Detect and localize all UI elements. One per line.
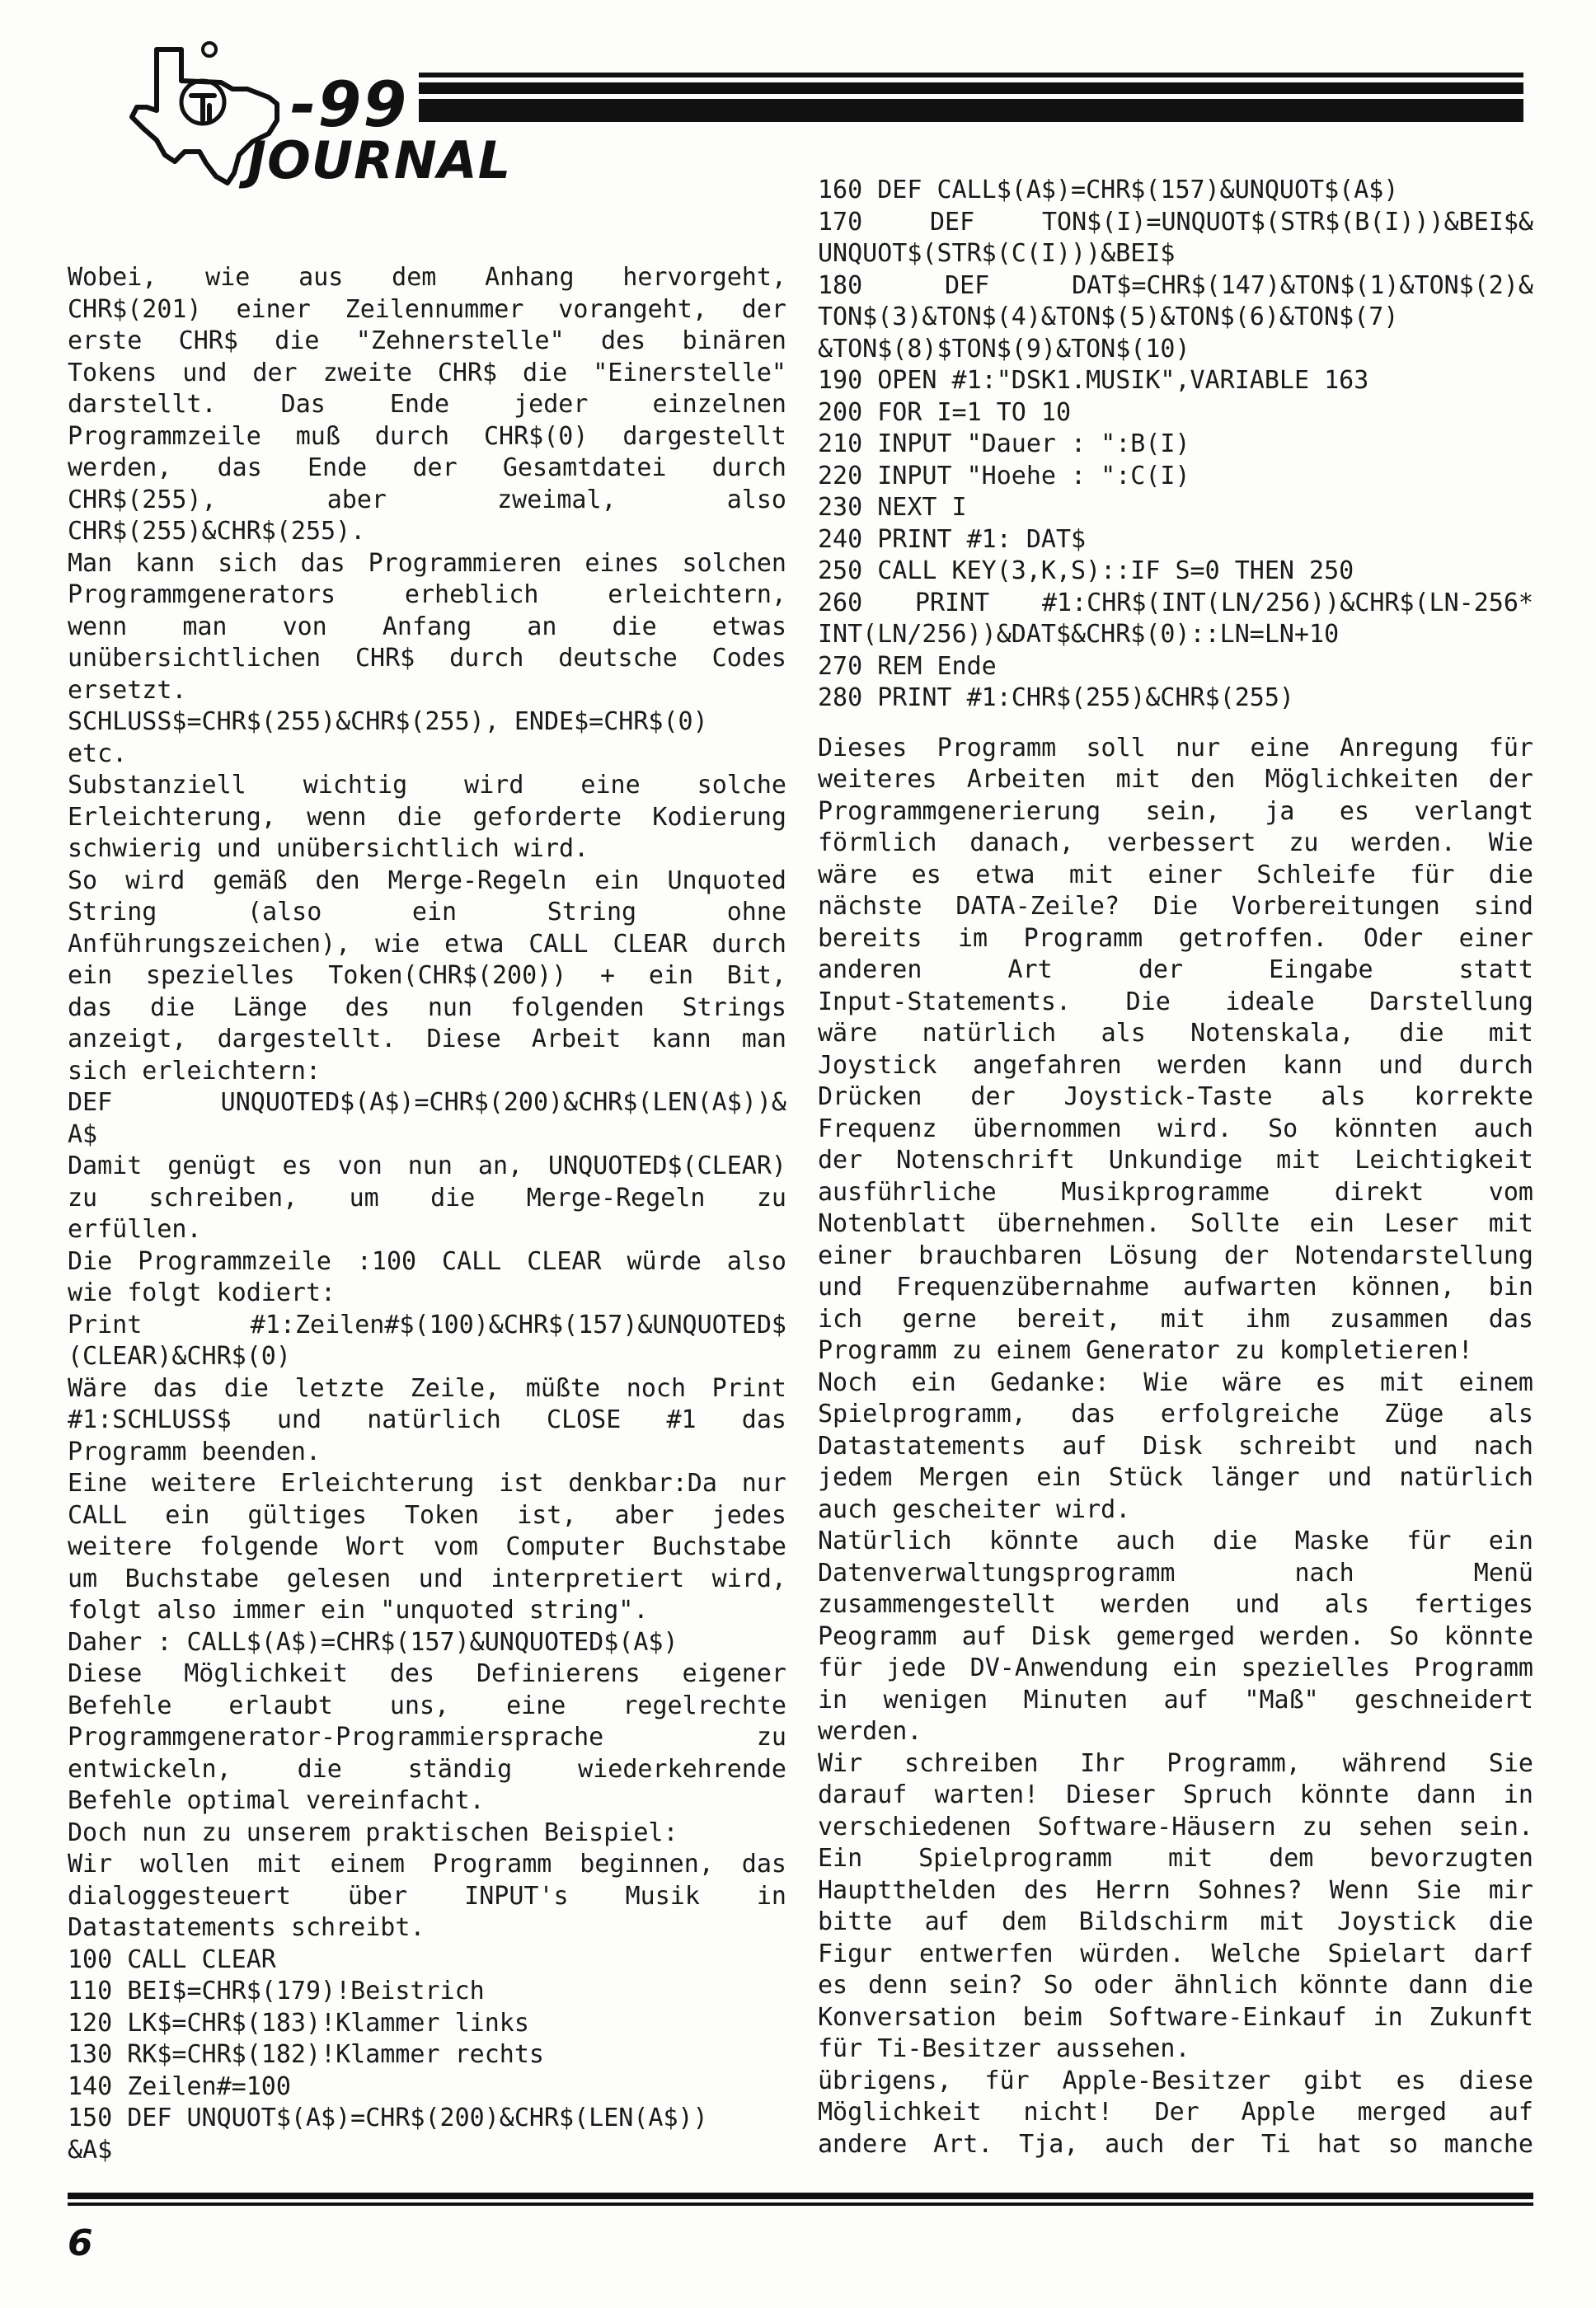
text-line: Diese Möglichkeit des Definierens eigener [68,1659,786,1688]
text-line: erste CHR$ die "Zehnerstelle" des binären [68,326,786,355]
text-line: CHR$(255), aber zweimal, also [68,485,786,514]
text-line: &TON$(8)$TON$(9)&TON$(10) [818,334,1190,364]
text-line: anzeigt, dargestellt. Diese Arbeit kann man [68,1025,786,1053]
text-line: Joystick angefahren werden kann und durch [818,1050,1533,1080]
text-line: Damit genügt es von nun an, UNQUOTED$(CLEAR) [68,1152,786,1180]
text-line: Drücken der Joystick-Taste als korrekte [818,1082,1533,1111]
text-line: Wobei, wie aus dem Anhang hervorgeht, [68,263,786,292]
text-line: Konversation beim Software-Einkauf in Zukunft [818,2002,1533,2032]
text-line: CHR$(201) einer Zeilennummer vorangeht, der [68,294,786,324]
text-line: verschiedenen Software-Häusern zu sehen sein. [818,1812,1533,1841]
text-line: Wir wollen mit einem Programm beginnen, das [68,1850,786,1879]
text-line: Programm beenden. [68,1437,322,1466]
text-line: erfüllen. [68,1215,202,1244]
text-line: anderen Art der Eingabe statt [818,955,1533,984]
program-listing [818,175,1533,715]
text-line: einer brauchbaren Lösung der Notendarstellung [818,1241,1533,1270]
text-line: folgt also immer ein "unquoted string". [68,1596,649,1625]
text-line: ein spezielles Token(CHR$(200)) + ein Bit, [68,961,786,990]
text-line: Doch nun zu unserem praktischen Beispiel: [68,1818,678,1847]
text-line: 270 REM Ende [818,651,997,681]
text-line: schwierig und unübersichtlich wird. [68,834,589,863]
text-line: Dieses Programm soll nur eine Anregung für [818,733,1533,762]
text-line: weitere folgende Wort vom Computer Buchstabe [68,1532,786,1561]
text-line: Programmzeile muß durch CHR$(0) dargestellt [68,421,786,451]
text-line: Ein Spielprogramm mit dem bevorzugten [818,1844,1533,1873]
text-line: INT(LN/256))&DAT$&CHR$(0)::LN=LN+10 [818,620,1340,649]
text-line: 280 PRINT #1:CHR$(255)&CHR$(255) [818,683,1294,712]
text-line: 150 DEF UNQUOT$(A$)=CHR$(200)&CHR$(LEN(A$)) [68,2104,708,2132]
text-line: Wir schreiben Ihr Programm, während Sie [818,1748,1533,1778]
text-line: Peogramm auf Disk gemerged werden. So könnte [818,1621,1533,1651]
text-line: Befehle erlaubt uns, eine regelrechte [68,1691,786,1720]
text-line: (CLEAR)&CHR$(0) [68,1342,291,1371]
text-line: CHR$(255)&CHR$(255). [68,517,366,546]
logo-word: JOURNAL [247,130,512,190]
text-line: wie folgt kodiert: [68,1278,336,1307]
text-line: #1:SCHLUSS$ und natürlich CLOSE #1 das [68,1405,786,1434]
text-line: 110 BEI$=CHR$(179)!Beistrich [68,1977,485,2005]
text-line: UNQUOT$(STR$(C(I)))&BEI$ [818,239,1176,268]
text-line: Datenverwaltungsprogramm nach Menü [818,1558,1533,1588]
text-line: 140 Zeilen#=100 [68,2071,291,2101]
text-line: Programm zu einem Generator zu kompletieren! [818,1336,1473,1365]
text-line: Befehle optimal vereinfacht. [68,1786,485,1815]
text-line: jedem Mergen ein Stück länger und natürlich [818,1463,1533,1492]
text-line: ausführliche Musikprogramme direkt vom [818,1177,1533,1207]
text-line: Spielprogramm, das erfolgreiche Züge als [818,1400,1533,1428]
text-line: 210 INPUT "Dauer : ":B(I) [818,429,1190,458]
text-line: Input-Statements. Die ideale Darstellung [818,987,1533,1016]
text-line: auch gescheiter wird. [818,1494,1131,1524]
text-line: etc. [68,739,128,768]
text-line: Natürlich könnte auch die Maske für ein [818,1527,1533,1555]
text-line: DEF UNQUOTED$(A$)=CHR$(200)&CHR$(LEN(A$))& [68,1088,786,1117]
text-line: zusammengestellt werden und als fertiges [818,1590,1533,1619]
text-line: Hauptthelden des Herrn Sohnes? Wenn Sie mir [818,1875,1533,1905]
text-line: String (also ein String ohne [68,898,786,926]
text-line: 100 CALL CLEAR [68,1944,276,1974]
text-line: Figur entwerfen würden. Welche Spielart darf [818,1939,1533,1968]
text-line: der Notenschrift Unkundige mit Leichtigkeit [818,1146,1533,1175]
text-line: 190 OPEN #1:"DSK1.MUSIK",VARIABLE 163 [818,366,1369,395]
text-line: Datastatements auf Disk schreibt und nach [818,1431,1533,1461]
header-rule [419,73,1523,122]
text-line: Datastatements schreibt. [68,1913,425,1942]
text-line: Frequenz übernommen wird. So könnten auch [818,1114,1533,1143]
text-line: das die Länge des nun folgenden Strings [68,992,786,1022]
text-line: wäre es etwa mit einer Schleife für die [818,860,1533,889]
text-line: 120 LK$=CHR$(183)!Klammer links [68,2008,529,2038]
text-line: werden, das Ende der Gesamtdatei durch [68,453,786,482]
text-line: nächste DATA-Zeile? Die Vorbereitungen sind [818,892,1533,921]
text-line: ersetzt. [68,675,187,705]
text-line: bereits im Programm getroffen. Oder einer [818,923,1533,953]
text-line: 220 INPUT "Hoehe : ":C(I) [818,461,1190,490]
text-line: So wird gemäß den Merge-Regeln ein Unquoted [68,866,786,895]
text-line: zu schreiben, um die Merge-Regeln zu [68,1183,786,1213]
text-line: darstellt. Das Ende jeder einzelnen [68,390,786,419]
text-line: 160 DEF CALL$(A$)=CHR$(157)&UNQUOT$(A$) [818,176,1399,204]
right-text-body [818,733,1533,2161]
text-line: dialoggesteuert über INPUT's Musik in [68,1881,786,1911]
text-line: 170 DEF TON$(I)=UNQUOT$(STR$(B(I)))&BEI$& [818,207,1533,237]
text-line: für Ti-Besitzer aussehen. [818,2034,1190,2063]
text-line: Erleichterung, wenn die geforderte Kodierung [68,802,786,832]
right-column [818,175,1533,2160]
text-line: Print #1:Zeilen#$(100)&CHR$(157)&UNQUOTED$ [68,1310,786,1339]
text-line: wenn man von Anfang an die etwas [68,612,786,641]
text-line: darauf warten! Dieser Spruch könnte dann in [818,1780,1533,1809]
text-line: Noch ein Gedanke: Wie wäre es mit einem [818,1367,1533,1397]
text-line: entwickeln, die ständig wiederkehrende [68,1754,786,1784]
text-line: 230 NEXT I [818,493,967,522]
text-line: weiteres Arbeiten mit den Möglichkeiten der [818,765,1533,794]
text-line: es denn sein? So oder ähnlich könnte dann die [818,1971,1533,2000]
text-line: Die Programmzeile :100 CALL CLEAR würde also [68,1246,786,1276]
text-line: sich erleichtern: [68,1056,322,1086]
text-line: 130 RK$=CHR$(182)!Klammer rechts [68,2040,544,2069]
text-line: 260 PRINT #1:CHR$(INT(LN/256))&CHR$(LN-256* [818,588,1533,617]
text-line: Wäre das die letzte Zeile, müßte noch Print [68,1373,786,1403]
text-line: A$ [68,1119,98,1149]
text-line: werden. [818,1717,922,1746]
text-line: unübersichtlichen CHR$ durch deutsche Codes [68,644,786,673]
text-line: SCHLUSS$=CHR$(255)&CHR$(255), ENDE$=CHR$(0) [68,707,708,736]
text-line: bitte auf dem Bildschirm mit Joystick die [818,1907,1533,1936]
text-line: für jede DV-Anwendung ein spezielles Programm [818,1654,1533,1682]
text-line: ich gerne bereit, mit ihm zusammen das [818,1304,1533,1334]
text-line: Programmgenerator-Programmiersprache zu [68,1723,786,1752]
text-line: förmlich danach, verbessert zu werden. Wie [818,828,1533,857]
text-line: in wenigen Minuten auf "Maß" geschneidert [818,1685,1533,1715]
text-line: andere Art. Tja, auch der Ti hat so manche [818,2129,1533,2159]
text-line: Notenblatt übernehmen. Sollte ein Leser mit [818,1209,1533,1238]
page-number: 6 [68,2222,93,2264]
text-line: Möglichkeit nicht! Der Apple merged auf [818,2098,1533,2127]
text-line: übrigens, für Apple-Besitzer gibt es diese [818,2066,1533,2095]
text-line: Substanziell wichtig wird eine solche [68,771,786,800]
text-line: und Frequenzübernahme aufwarten können, bin [818,1273,1533,1302]
text-line: Tokens und der zweite CHR$ die "Einerstelle" [68,358,786,387]
footer-rule [68,2193,1533,2209]
text-line: 200 FOR I=1 TO 10 [818,397,1072,427]
text-line: Anführungszeichen), wie etwa CALL CLEAR durch [68,929,786,959]
text-line: Programmgenerators erheblich erleichtern, [68,580,786,609]
text-line: Man kann sich das Programmieren eines solchen [68,548,786,578]
text-line: um Buchstabe gelesen und interpretiert wird, [68,1564,786,1593]
text-line: 180 DEF DAT$=CHR$(147)&TON$(1)&TON$(2)& [818,270,1533,300]
text-line: Eine weitere Erleichterung ist denkbar:Da nur [68,1469,786,1498]
ti99-journal-logo [124,31,512,196]
text-line: 240 PRINT #1: DAT$ [818,524,1087,554]
logo-number: -99 [290,68,409,141]
left-column [68,262,786,2166]
text-line: Daher : CALL$(A$)=CHR$(157)&UNQUOTED$(A$) [68,1627,678,1657]
text-line: TON$(3)&TON$(4)&TON$(5)&TON$(6)&TON$(7) [818,303,1399,331]
text-line: 250 CALL KEY(3,K,S)::IF S=0 THEN 250 [818,556,1354,585]
text-line: CALL ein gültiges Token ist, aber jedes [68,1500,786,1530]
text-line: Programmgenerierung sein, ja es verlangt [818,796,1533,826]
text-line: &A$ [68,2135,113,2165]
text-line: wäre natürlich als Notenskala, die mit [818,1019,1533,1048]
